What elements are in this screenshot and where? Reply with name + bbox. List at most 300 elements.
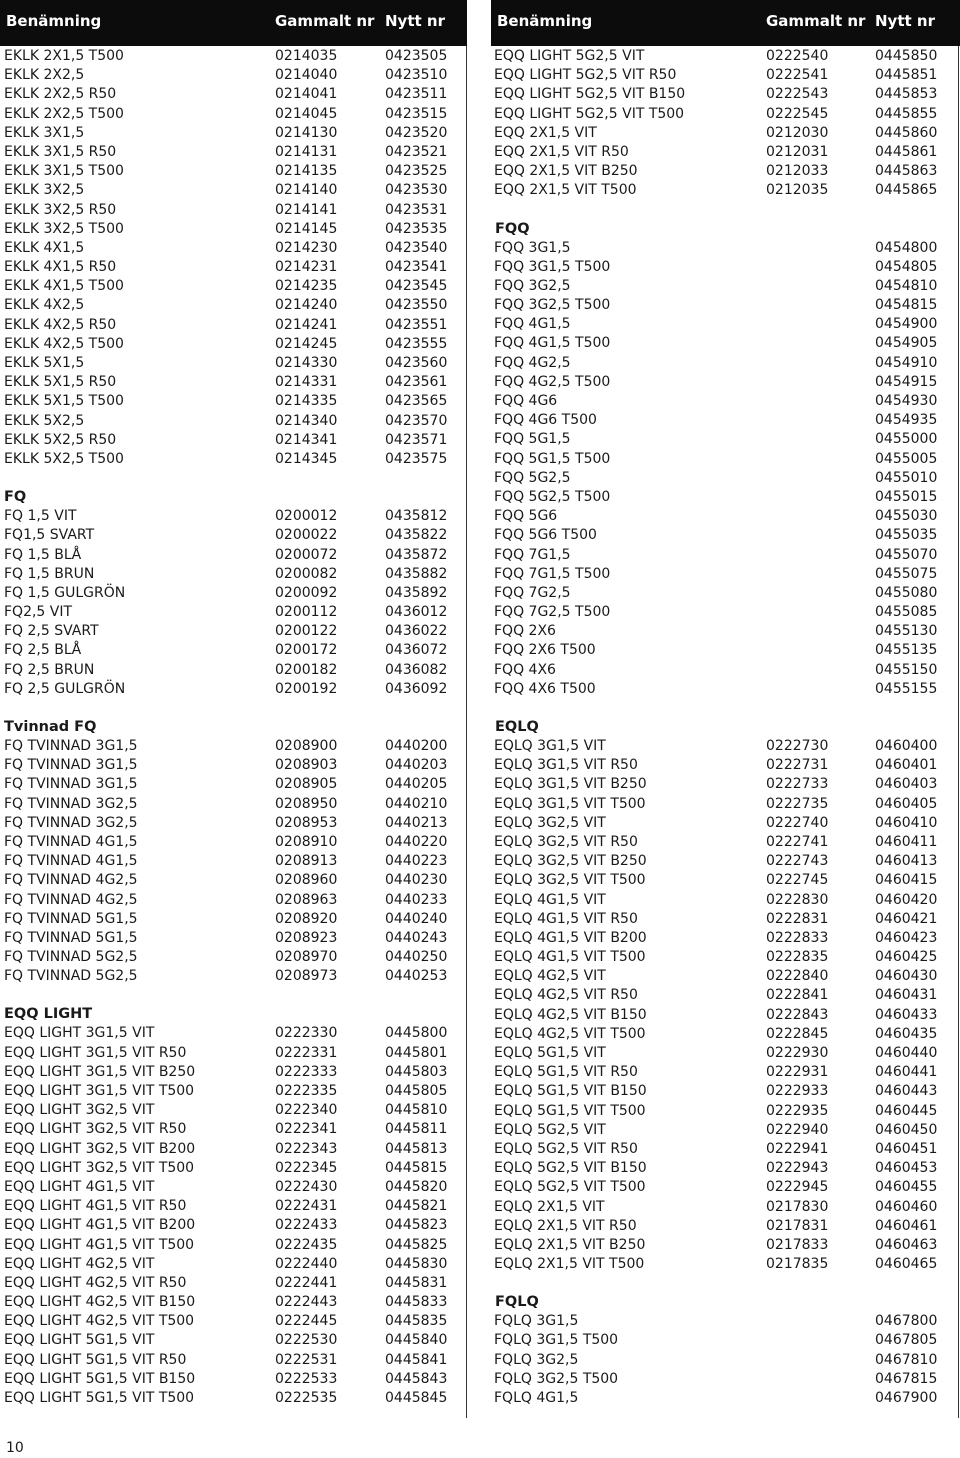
table-row <box>0 622 467 641</box>
cell-new-number: 0435812 <box>385 508 448 525</box>
table-row <box>0 1197 467 1216</box>
table-row <box>0 1331 467 1350</box>
cell-new-number: 0467815 <box>875 1370 938 1387</box>
right-column <box>491 0 960 1406</box>
cell-new-number: 0460455 <box>875 1179 938 1196</box>
cell-new-number: 0455000 <box>875 431 938 448</box>
cell-old-number: 0222831 <box>766 910 829 927</box>
table-row <box>491 1331 960 1350</box>
table-row <box>0 143 467 162</box>
cell-old-number: 0214141 <box>275 201 338 218</box>
cell-old-number: 0208970 <box>275 949 338 966</box>
cell-old-number: 0222343 <box>275 1140 338 1157</box>
cell-old-number: 0214130 <box>275 124 338 141</box>
cell-new-number: 0440243 <box>385 929 448 946</box>
table-row <box>491 1121 960 1140</box>
cell-name: EKLK 5X1,5 T500 <box>4 393 124 410</box>
cell-old-number: 0214235 <box>275 278 338 295</box>
section <box>0 699 467 986</box>
cell-name: EQQ LIGHT 4G1,5 VIT R50 <box>4 1198 187 1215</box>
cell-name: EQQ LIGHT 5G2,5 VIT T500 <box>494 105 685 122</box>
cell-new-number: 0423505 <box>385 48 448 64</box>
column-divider <box>466 46 467 1418</box>
table-row <box>491 162 960 181</box>
cell-new-number: 0435882 <box>385 565 448 582</box>
table-row <box>0 661 467 680</box>
table-header <box>491 0 960 46</box>
cell-new-number: 0445835 <box>385 1313 448 1330</box>
cell-new-number: 0423571 <box>385 431 448 448</box>
table-row <box>491 891 960 910</box>
table-row <box>491 565 960 584</box>
cell-name: EKLK 4X2,5 T500 <box>4 335 124 352</box>
table-row <box>0 948 467 967</box>
cell-new-number: 0445820 <box>385 1178 448 1195</box>
cell-name: EQQ LIGHT 3G2,5 VIT T500 <box>4 1159 195 1176</box>
cell-new-number: 0445811 <box>385 1121 448 1138</box>
cell-old-number: 0217831 <box>766 1217 829 1234</box>
cell-name: FQ 2,5 BLÅ <box>4 642 82 659</box>
table-row <box>0 814 467 833</box>
table-row <box>491 1255 960 1274</box>
cell-name: EQQ LIGHT 4G1,5 VIT B200 <box>4 1217 196 1234</box>
cell-name: FQ TVINNAD 5G2,5 <box>4 968 138 985</box>
cell-old-number: 0214041 <box>275 86 338 103</box>
cell-name: EKLK 3X2,5 T500 <box>4 220 124 237</box>
cell-new-number: 0423575 <box>385 450 448 467</box>
cell-name: EQQ LIGHT 4G1,5 VIT <box>4 1178 155 1195</box>
cell-new-number: 0460410 <box>875 814 938 831</box>
cell-new-number: 0440233 <box>385 891 448 908</box>
cell-old-number: 0222741 <box>766 833 829 850</box>
cell-new-number: 0423541 <box>385 259 448 276</box>
cell-name: FQQ 4G6 T500 <box>494 412 597 429</box>
table-row <box>0 1120 467 1139</box>
cell-new-number: 0460421 <box>875 910 938 927</box>
cell-name: EKLK 3X1,5 T500 <box>4 163 124 180</box>
cell-name: FQ 2,5 SVART <box>4 623 99 640</box>
cell-old-number: 0208910 <box>275 833 338 850</box>
table-row <box>0 737 467 756</box>
cell-old-number: 0214231 <box>275 259 338 276</box>
table-row <box>0 680 467 699</box>
table-row <box>0 1236 467 1255</box>
cell-new-number: 0436092 <box>385 680 448 697</box>
cell-new-number: 0460463 <box>875 1236 938 1253</box>
cell-old-number: 0208903 <box>275 757 338 774</box>
cell-old-number: 0214245 <box>275 335 338 352</box>
cell-old-number: 0222830 <box>766 891 829 908</box>
table-row <box>491 833 960 852</box>
table-row <box>491 1025 960 1044</box>
cell-name: FQQ 2X6 <box>494 623 556 640</box>
cell-new-number: 0454800 <box>875 239 938 256</box>
cell-old-number: 0217835 <box>766 1256 829 1273</box>
cell-name: EQLQ 4G1,5 VIT <box>494 891 606 908</box>
table-row <box>0 833 467 852</box>
cell-new-number: 0460451 <box>875 1140 938 1157</box>
table-row <box>0 967 467 986</box>
cell-name: FQ1,5 SVART <box>4 527 95 544</box>
header-old-number: Gammalt nr <box>766 12 866 30</box>
cell-new-number: 0455010 <box>875 469 938 486</box>
section <box>0 986 467 1408</box>
table-row <box>491 814 960 833</box>
cell-new-number: 0460443 <box>875 1083 938 1100</box>
table-row <box>491 1198 960 1217</box>
table-row <box>0 1255 467 1274</box>
table-row <box>491 546 960 565</box>
cell-old-number: 0222540 <box>766 48 829 64</box>
table-row <box>491 296 960 315</box>
table-row <box>0 891 467 910</box>
cell-new-number: 0455075 <box>875 565 938 582</box>
cell-new-number: 0440220 <box>385 833 448 850</box>
cell-old-number: 0222843 <box>766 1006 829 1023</box>
cell-new-number: 0436012 <box>385 604 448 621</box>
cell-name: EKLK 4X2,5 R50 <box>4 316 117 333</box>
cell-new-number: 0460405 <box>875 795 938 812</box>
cell-name: FQ 1,5 BRUN <box>4 565 95 582</box>
table-row <box>0 756 467 775</box>
cell-new-number: 0455070 <box>875 546 938 563</box>
section-title: EQQ LIGHT <box>4 1006 93 1023</box>
cell-new-number: 0455030 <box>875 508 938 525</box>
cell-old-number: 0222840 <box>766 968 829 985</box>
cell-old-number: 0222941 <box>766 1140 829 1157</box>
cell-new-number: 0423520 <box>385 124 448 141</box>
header-old-number: Gammalt nr <box>275 12 375 30</box>
section-title: Tvinnad FQ <box>4 719 97 735</box>
table-row <box>0 354 467 373</box>
cell-new-number: 0467805 <box>875 1332 938 1349</box>
table-row <box>0 1274 467 1293</box>
table-row <box>491 1006 960 1025</box>
cell-name: FQLQ 3G1,5 T500 <box>494 1332 619 1349</box>
cell-old-number: 0222940 <box>766 1121 829 1138</box>
table-row <box>491 392 960 411</box>
cell-name: FQQ 3G2,5 T500 <box>494 297 611 314</box>
cell-old-number: 0222333 <box>275 1063 338 1080</box>
cell-new-number: 0467800 <box>875 1313 938 1330</box>
cell-name: EQLQ 5G1,5 VIT <box>494 1045 606 1061</box>
cell-new-number: 0440223 <box>385 853 448 870</box>
cell-name: FQQ 7G1,5 T500 <box>494 565 611 582</box>
table-row <box>0 431 467 450</box>
table-row <box>0 584 467 603</box>
cell-name: FQQ 3G1,5 T500 <box>494 258 611 275</box>
cell-name: EKLK 4X1,5 T500 <box>4 278 124 295</box>
cell-name: EQLQ 5G1,5 VIT B150 <box>494 1083 647 1100</box>
table-row <box>0 66 467 85</box>
table-row <box>0 412 467 431</box>
cell-name: FQ2,5 VIT <box>4 604 73 621</box>
table-row <box>491 1140 960 1159</box>
cell-new-number: 0423555 <box>385 335 448 352</box>
cell-old-number: 0200012 <box>275 508 338 525</box>
table-row <box>491 756 960 775</box>
cell-new-number: 0440230 <box>385 872 448 889</box>
table-row <box>491 526 960 545</box>
cell-new-number: 0440200 <box>385 738 448 754</box>
cell-old-number: 0214341 <box>275 431 338 448</box>
cell-name: FQ TVINNAD 4G1,5 <box>4 853 138 870</box>
table-row <box>491 967 960 986</box>
cell-name: FQ TVINNAD 4G1,5 <box>4 833 138 850</box>
table-row <box>0 1063 467 1082</box>
cell-name: FQ 1,5 VIT <box>4 508 77 525</box>
cell-name: FQQ 5G2,5 T500 <box>494 488 611 505</box>
cell-new-number: 0445840 <box>385 1332 448 1349</box>
cell-new-number: 0445841 <box>385 1351 448 1368</box>
cell-new-number: 0460465 <box>875 1256 938 1273</box>
cell-new-number: 0445801 <box>385 1044 448 1061</box>
cell-new-number: 0467810 <box>875 1351 938 1368</box>
cell-new-number: 0455080 <box>875 584 938 601</box>
section <box>491 1274 960 1408</box>
cell-name: EQQ LIGHT 3G2,5 VIT R50 <box>4 1121 187 1138</box>
cell-name: FQ TVINNAD 4G2,5 <box>4 872 138 889</box>
cell-new-number: 0455035 <box>875 527 938 544</box>
cell-new-number: 0455015 <box>875 488 938 505</box>
cell-new-number: 0454815 <box>875 297 938 314</box>
cell-old-number: 0222335 <box>275 1083 338 1099</box>
section-gap <box>0 986 467 1005</box>
cell-name: EKLK 3X2,5 R50 <box>4 201 117 218</box>
cell-name: FQQ 4G2,5 T500 <box>494 373 611 390</box>
cell-name: EQQ 2X1,5 VIT T500 <box>494 182 637 199</box>
cell-name: EQQ LIGHT 3G1,5 VIT B250 <box>4 1063 196 1080</box>
cell-old-number: 0208950 <box>275 795 338 812</box>
cell-old-number: 0222435 <box>275 1236 338 1253</box>
cell-name: EQLQ 3G1,5 VIT R50 <box>494 757 638 774</box>
cell-old-number: 0208963 <box>275 891 338 908</box>
table-row <box>491 1312 960 1331</box>
cell-name: EQQ LIGHT 3G1,5 VIT R50 <box>4 1044 187 1061</box>
cell-old-number: 0217833 <box>766 1236 829 1253</box>
cell-old-number: 0212033 <box>766 163 829 180</box>
table-row <box>0 1389 467 1408</box>
cell-name: EQLQ 2X1,5 VIT R50 <box>494 1217 637 1234</box>
cell-old-number: 0200122 <box>275 623 338 640</box>
cell-new-number: 0460411 <box>875 833 938 850</box>
header-new-number: Nytt nr <box>385 12 445 30</box>
cell-name: FQ TVINNAD 5G1,5 <box>4 910 138 927</box>
cell-name: FQQ 5G6 <box>494 508 558 525</box>
table-row <box>491 334 960 353</box>
cell-new-number: 0460460 <box>875 1198 938 1215</box>
cell-old-number: 0214145 <box>275 220 338 237</box>
cell-name: FQQ 5G2,5 <box>494 469 571 486</box>
cell-old-number: 0212030 <box>766 124 829 141</box>
cell-name: FQQ 4G1,5 <box>494 316 571 333</box>
table-row <box>491 315 960 334</box>
cell-old-number: 0222340 <box>275 1102 338 1119</box>
cell-old-number: 0200112 <box>275 604 338 621</box>
cell-new-number: 0445855 <box>875 105 938 122</box>
table-row <box>0 1293 467 1312</box>
table-row <box>491 1370 960 1389</box>
table-row <box>491 737 960 756</box>
table-row <box>491 47 960 66</box>
cell-name: EKLK 4X1,5 <box>4 239 85 256</box>
table-row <box>491 507 960 526</box>
cell-new-number: 0423535 <box>385 220 448 237</box>
cell-old-number: 0222930 <box>766 1045 829 1061</box>
cell-name: EKLK 2X1,5 T500 <box>4 48 124 64</box>
cell-name: EQLQ 3G2,5 VIT T500 <box>494 872 646 889</box>
table-row <box>491 66 960 85</box>
table-row <box>491 105 960 124</box>
table-row <box>0 105 467 124</box>
cell-new-number: 0460433 <box>875 1006 938 1023</box>
cell-new-number: 0445850 <box>875 48 938 64</box>
cell-old-number: 0208960 <box>275 872 338 889</box>
cell-old-number: 0222431 <box>275 1198 338 1215</box>
table-row <box>0 507 467 526</box>
cell-old-number: 0222935 <box>766 1102 829 1119</box>
cell-new-number: 0454810 <box>875 277 938 294</box>
table-row <box>491 1351 960 1370</box>
header-name: Benämning <box>6 12 102 30</box>
cell-old-number: 0222341 <box>275 1121 338 1138</box>
table-row <box>0 1140 467 1159</box>
cell-name: EKLK 3X1,5 <box>4 124 85 141</box>
cell-name: EKLK 5X1,5 R50 <box>4 374 117 391</box>
cell-old-number: 0222735 <box>766 795 829 812</box>
cell-new-number: 0454905 <box>875 335 938 352</box>
cell-old-number: 0214240 <box>275 297 338 314</box>
section-title: FQQ <box>495 220 530 237</box>
cell-new-number: 0445825 <box>385 1236 448 1253</box>
table-row <box>491 450 960 469</box>
cell-new-number: 0445821 <box>385 1198 448 1215</box>
cell-new-number: 0445803 <box>385 1063 448 1080</box>
table-row <box>0 220 467 239</box>
cell-name: EKLK 2X2,5 R50 <box>4 86 117 103</box>
cell-new-number: 0445830 <box>385 1255 448 1272</box>
cell-new-number: 0423530 <box>385 182 448 199</box>
cell-old-number: 0200172 <box>275 642 338 659</box>
table-row <box>0 124 467 143</box>
cell-new-number: 0423531 <box>385 201 448 218</box>
cell-old-number: 0214335 <box>275 393 338 410</box>
cell-name: FQ TVINNAD 3G2,5 <box>4 795 138 812</box>
section-gap <box>491 201 960 220</box>
cell-name: EQLQ 4G2,5 VIT B150 <box>494 1006 647 1023</box>
cell-name: EQLQ 2X1,5 VIT T500 <box>494 1256 645 1273</box>
table-row <box>0 1024 467 1043</box>
cell-new-number: 0454935 <box>875 412 938 429</box>
cell-name: FQLQ 3G2,5 <box>494 1351 579 1368</box>
table-row <box>491 795 960 814</box>
cell-new-number: 0460420 <box>875 891 938 908</box>
cell-new-number: 0445861 <box>875 143 938 160</box>
section-title: EQLQ <box>495 719 539 735</box>
cell-old-number: 0222835 <box>766 949 829 966</box>
cell-name: EQLQ 4G2,5 VIT T500 <box>494 1025 646 1042</box>
cell-name: FQQ 2X6 T500 <box>494 642 596 659</box>
cell-old-number: 0222943 <box>766 1160 829 1177</box>
cell-new-number: 0445860 <box>875 124 938 141</box>
section-title: FQLQ <box>495 1294 539 1311</box>
cell-name: EQQ 2X1,5 VIT <box>494 124 597 141</box>
cell-new-number: 0460435 <box>875 1025 938 1042</box>
cell-new-number: 0445843 <box>385 1370 448 1387</box>
right-table-body <box>491 46 960 1408</box>
cell-old-number: 0222730 <box>766 738 829 754</box>
cell-name: EQLQ 5G2,5 VIT <box>494 1121 606 1138</box>
cell-old-number: 0222430 <box>275 1178 338 1195</box>
cell-name: EQLQ 2X1,5 VIT B250 <box>494 1236 646 1253</box>
table-row <box>0 201 467 220</box>
cell-new-number: 0460400 <box>875 738 938 754</box>
cell-name: FQQ 4G6 <box>494 393 558 409</box>
cell-new-number: 0423511 <box>385 86 448 103</box>
cell-new-number: 0423540 <box>385 239 448 256</box>
column-divider <box>958 46 959 1418</box>
cell-old-number: 0222833 <box>766 929 829 946</box>
cell-name: FQ 2,5 BRUN <box>4 661 95 678</box>
cell-name: EQQ LIGHT 5G1,5 VIT R50 <box>4 1351 187 1368</box>
cell-name: EQQ LIGHT 5G2,5 VIT B150 <box>494 86 686 103</box>
cell-new-number: 0436082 <box>385 661 448 678</box>
table-row <box>0 1370 467 1389</box>
cell-new-number: 0445853 <box>875 86 938 103</box>
cell-old-number: 0222543 <box>766 86 829 103</box>
cell-old-number: 0222541 <box>766 67 829 84</box>
table-row <box>491 1178 960 1197</box>
cell-name: FQ TVINNAD 3G1,5 <box>4 757 138 774</box>
section <box>0 469 467 699</box>
cell-name: FQ TVINNAD 3G2,5 <box>4 814 138 831</box>
cell-new-number: 0455135 <box>875 642 938 659</box>
cell-new-number: 0460453 <box>875 1160 938 1177</box>
section-gap <box>491 699 960 718</box>
cell-name: EQQ LIGHT 4G2,5 VIT <box>4 1255 155 1272</box>
table-row <box>491 622 960 641</box>
cell-new-number: 0460413 <box>875 853 938 870</box>
table-row <box>491 1236 960 1255</box>
cell-new-number: 0455150 <box>875 661 938 678</box>
cell-new-number: 0445823 <box>385 1217 448 1234</box>
cell-old-number: 0222945 <box>766 1179 829 1196</box>
cell-name: EQLQ 3G2,5 VIT B250 <box>494 853 647 870</box>
cell-new-number: 0440240 <box>385 910 448 927</box>
cell-new-number: 0460423 <box>875 929 938 946</box>
cell-new-number: 0460450 <box>875 1121 938 1138</box>
table-row <box>491 143 960 162</box>
cell-new-number: 0423515 <box>385 105 448 122</box>
cell-old-number: 0214330 <box>275 355 338 371</box>
cell-old-number: 0200092 <box>275 584 338 601</box>
cell-name: FQLQ 4G1,5 <box>494 1390 579 1406</box>
cell-name: EKLK 2X2,5 <box>4 67 85 84</box>
cell-new-number: 0445810 <box>385 1102 448 1119</box>
cell-name: EKLK 3X1,5 R50 <box>4 143 117 160</box>
section <box>491 699 960 1274</box>
cell-new-number: 0454930 <box>875 393 938 409</box>
cell-new-number: 0436072 <box>385 642 448 659</box>
cell-new-number: 0460403 <box>875 776 938 793</box>
cell-old-number: 0222845 <box>766 1025 829 1042</box>
cell-name: EQLQ 5G2,5 VIT R50 <box>494 1140 638 1157</box>
cell-name: FQQ 4G1,5 T500 <box>494 335 611 352</box>
table-row <box>0 526 467 545</box>
cell-old-number: 0222433 <box>275 1217 338 1234</box>
cell-new-number: 0423521 <box>385 143 448 160</box>
cell-new-number: 0435872 <box>385 546 448 563</box>
